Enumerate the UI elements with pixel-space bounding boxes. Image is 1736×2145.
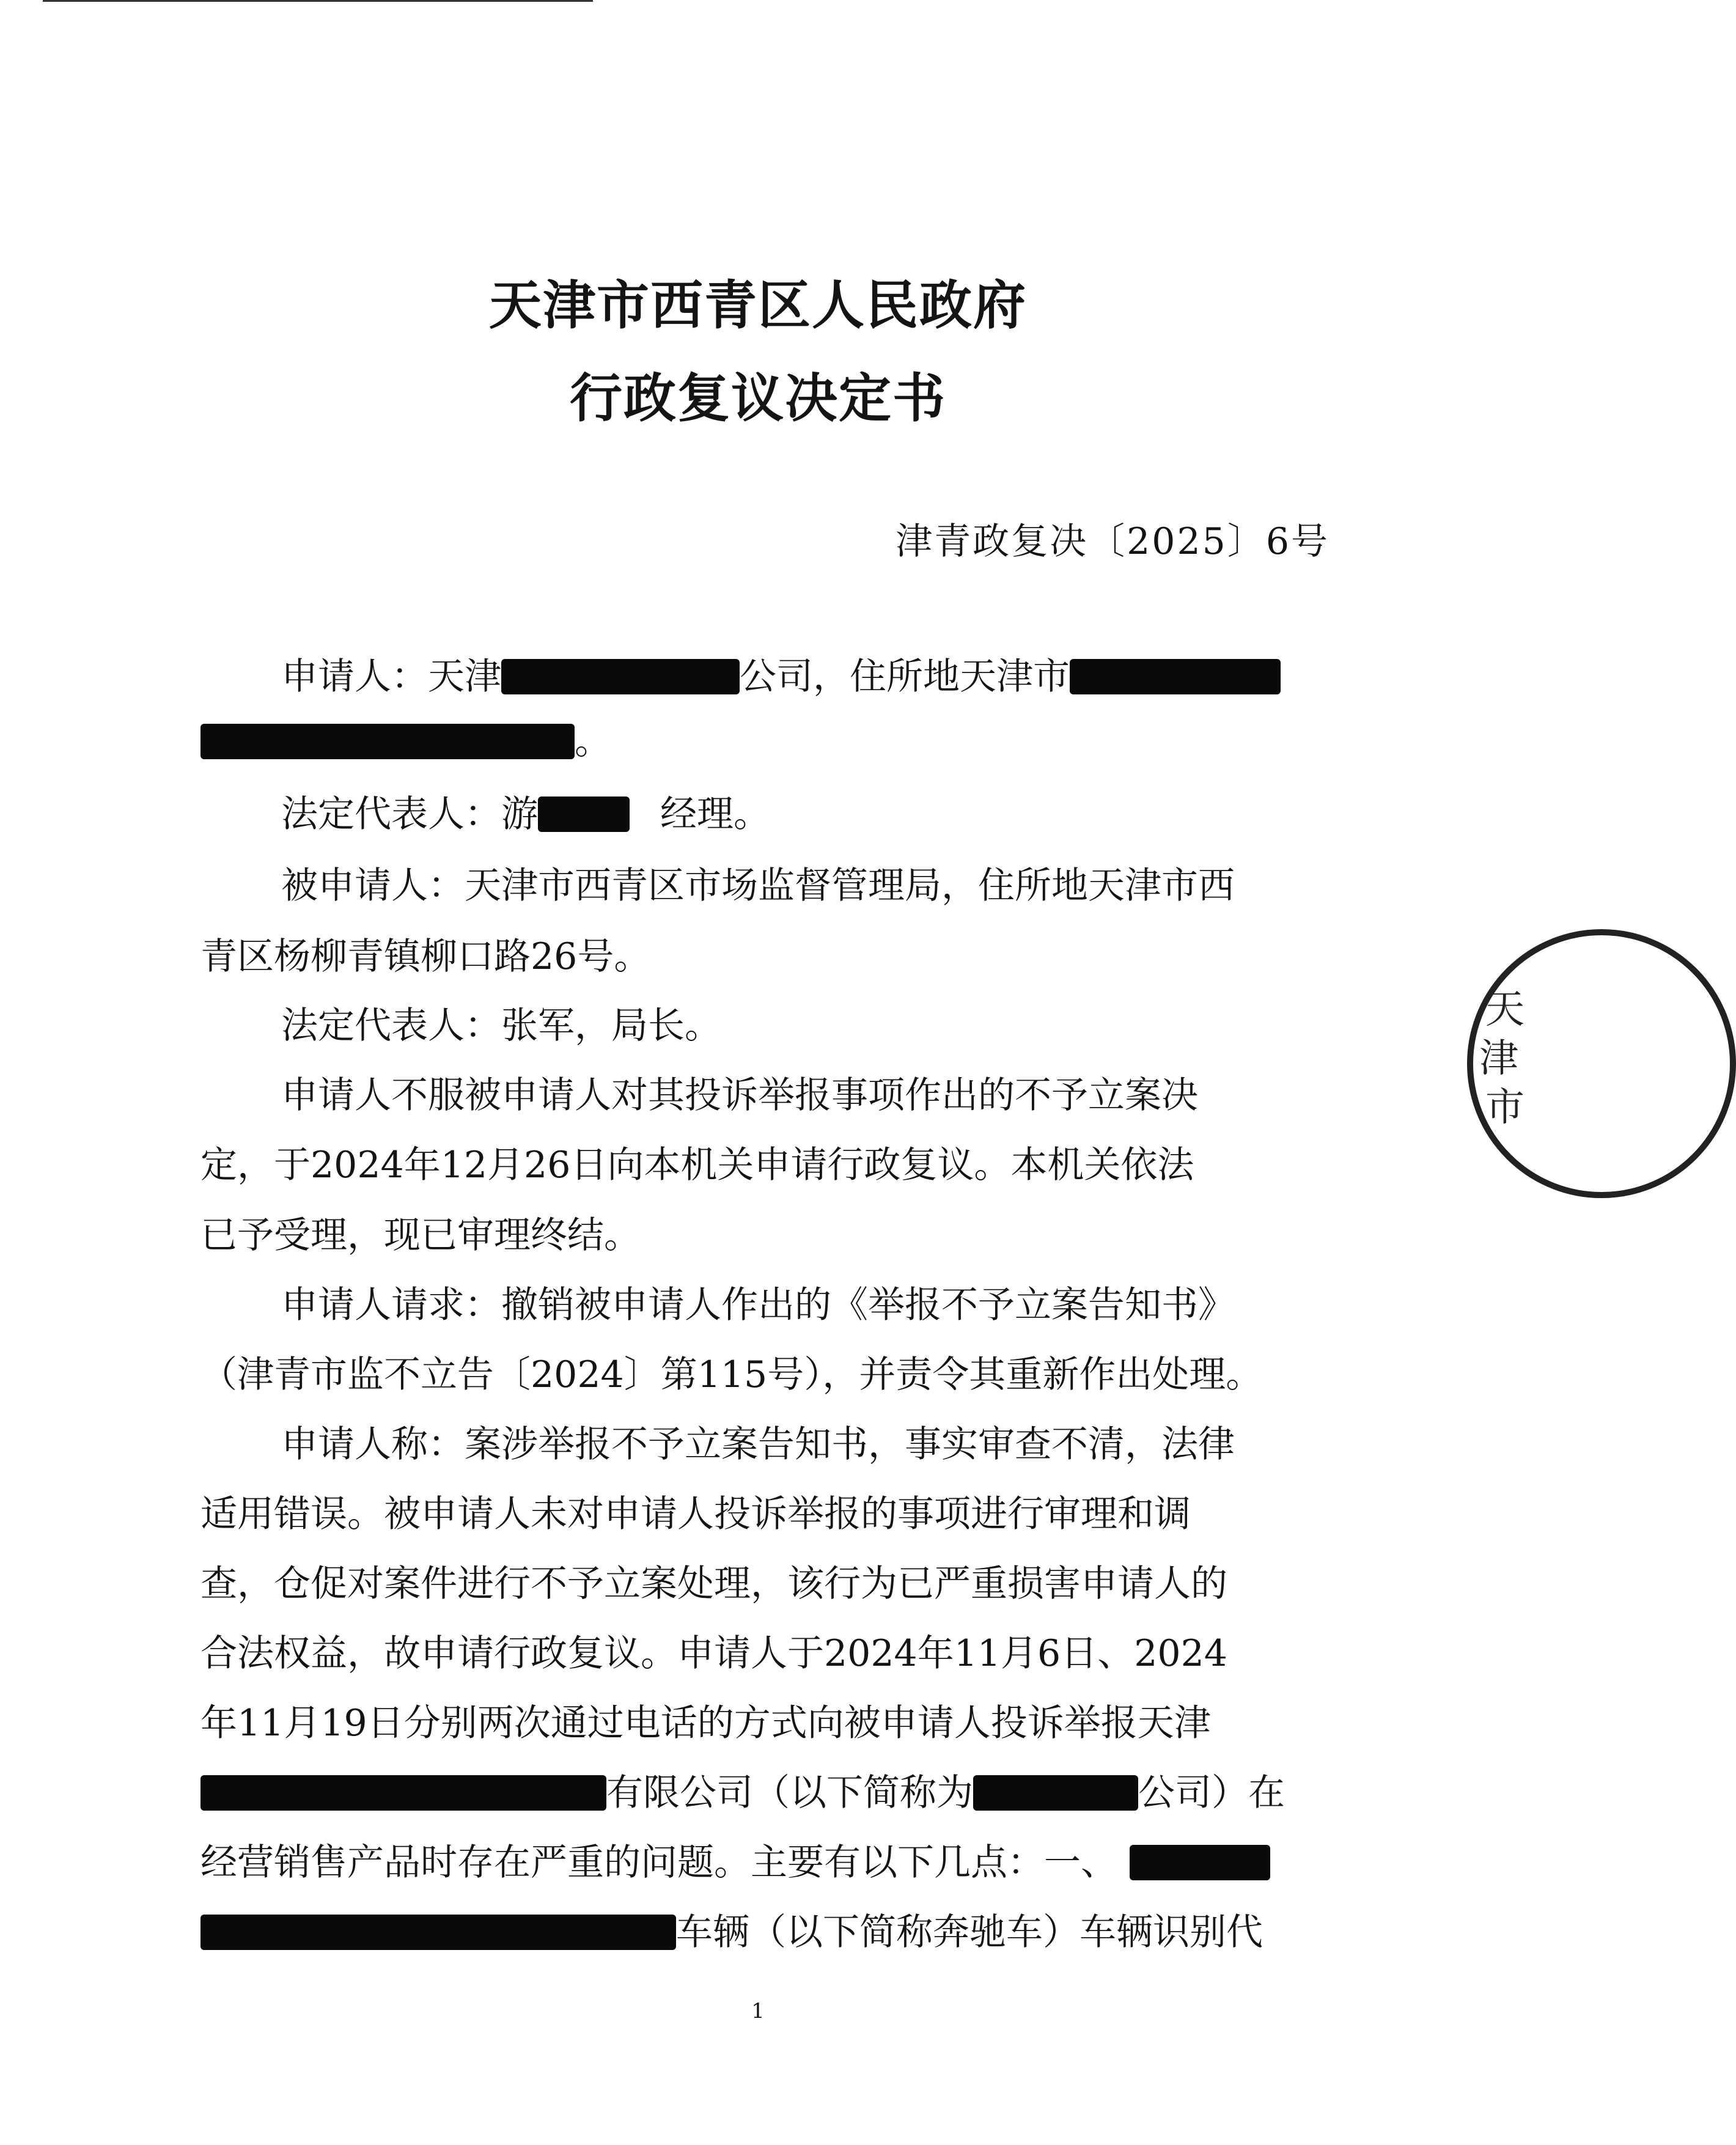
redaction-block [501, 659, 740, 694]
body-line [200, 720, 1337, 763]
body-line: 申请人请求：撤销被申请人作出的《举报不予立案告知书》 [281, 1284, 1235, 1326]
body-text: 车辆（以下简称奔驰车）车辆识别代 [676, 1911, 1263, 1954]
redaction-block [973, 1775, 1138, 1811]
body-line [281, 655, 1337, 698]
document-number: 津青政复决〔2025〕6号 [896, 520, 1330, 563]
body-text: 经营销售产品时存在严重的问题。主要有以下几点：一、 [200, 1841, 1117, 1884]
legal-rep-label: 法定代表人：游 [281, 793, 538, 836]
redaction-block [200, 724, 575, 759]
body-line [200, 1911, 1337, 1954]
body-line [200, 1772, 1337, 1814]
body-line: 申请人称：案涉举报不予立案告知书，事实审查不清，法律 [281, 1423, 1235, 1466]
body-line: 查，仓促对案件进行不予立案处理，该行为已严重损害申请人的 [200, 1562, 1227, 1605]
applicant-label: 申请人：天津 [281, 655, 501, 698]
document-title-line1: 天津市西青区人民政府 [489, 275, 1027, 336]
body-line: 合法权益，故申请行政复议。申请人于2024年11月6日、2024 [200, 1632, 1227, 1675]
redaction-block [200, 1775, 606, 1811]
body-line: 法定代表人：张军，局长。 [281, 1004, 721, 1047]
body-text: 公司）在 [1138, 1772, 1285, 1814]
official-seal-stamp: 天 津 市 [1467, 929, 1736, 1198]
scan-edge-line [43, 0, 593, 6]
body-line: 已予受理，现已审理终结。 [200, 1214, 641, 1257]
body-line: （津青市监不立告〔2024〕第115号），并责令其重新作出处理。 [200, 1353, 1263, 1396]
body-line [281, 793, 1337, 836]
body-line: 年11月19日分别两次通过电话的方式向被申请人投诉举报天津 [200, 1702, 1211, 1745]
applicant-text: 公司，住所地天津市 [740, 655, 1070, 698]
redaction-block [538, 797, 630, 832]
body-line: 被申请人：天津市西青区市场监督管理局，住所地天津市西 [281, 864, 1235, 907]
redaction-block [1130, 1845, 1270, 1880]
body-line: 申请人不服被申请人对其投诉举报事项作出的不予立案决 [281, 1074, 1198, 1117]
legal-rep-title: 经理。 [660, 793, 770, 836]
redaction-block [200, 1915, 676, 1950]
body-line: 适用错误。被申请人未对申请人投诉举报的事项进行审理和调 [200, 1493, 1191, 1536]
body-line: 定，于2024年12月26日向本机关申请行政复议。本机关依法 [200, 1144, 1194, 1187]
redaction-block [1070, 659, 1281, 694]
body-text: 。 [575, 720, 611, 763]
page-number: 1 [751, 1999, 765, 2023]
body-text: 有限公司（以下简称为 [606, 1772, 973, 1814]
body-line [200, 1841, 1337, 1884]
body-line: 青区杨柳青镇柳口路26号。 [200, 935, 651, 978]
document-title-line2: 行政复议决定书 [570, 368, 946, 429]
